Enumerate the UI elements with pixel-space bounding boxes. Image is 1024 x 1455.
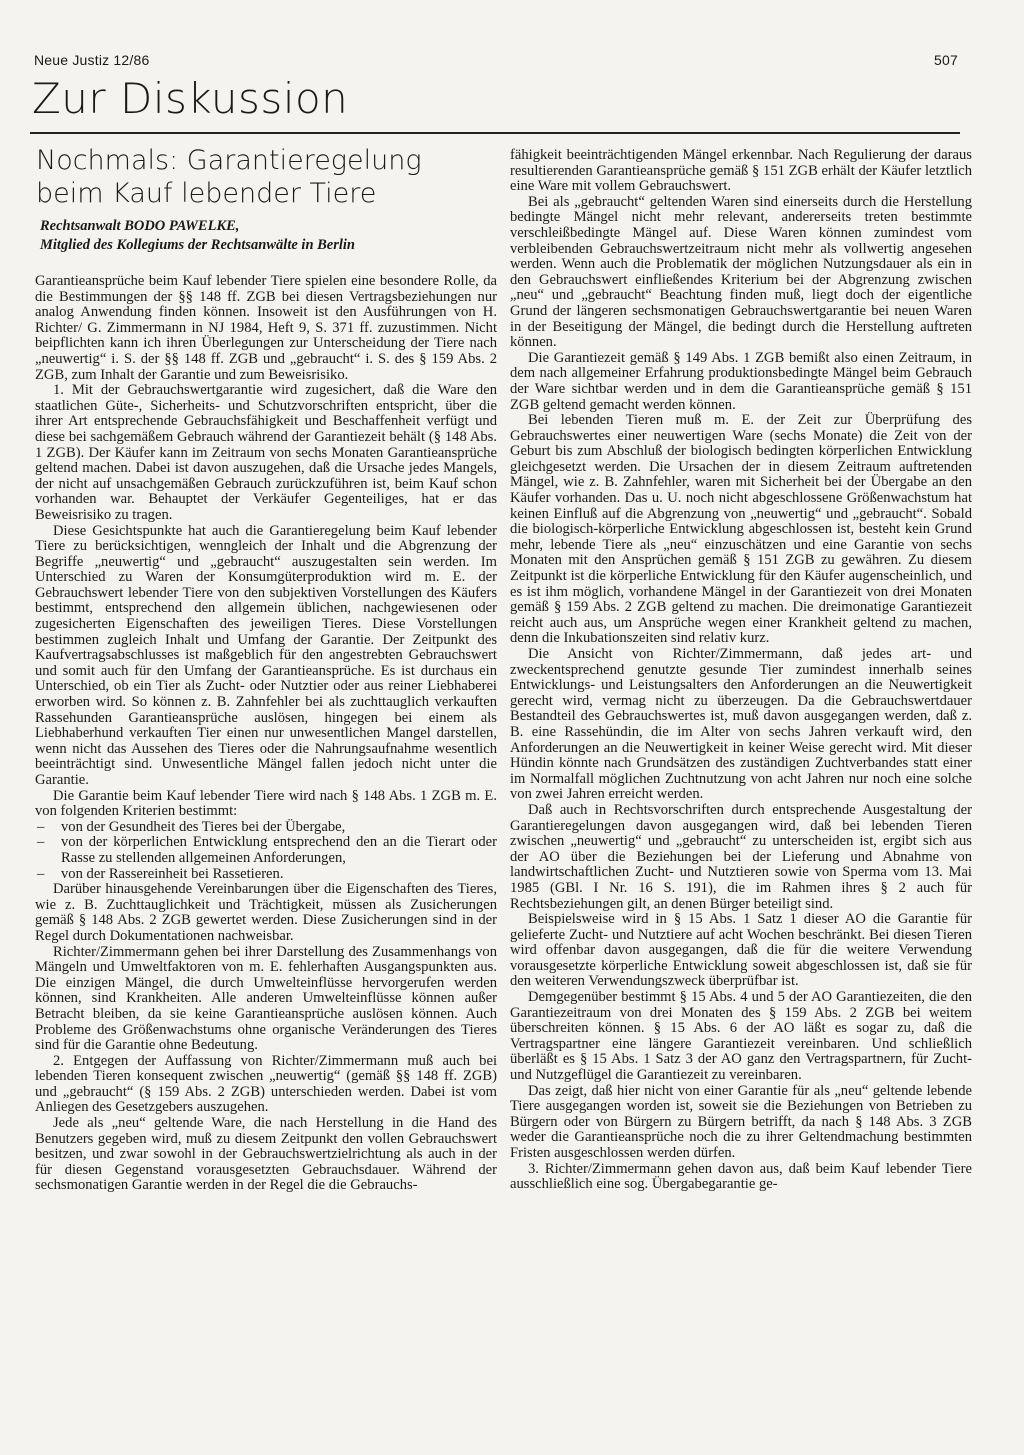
author-byline <box>40 217 500 255</box>
paragraph: 1. Mit der Gebrauchswertgarantie wird zugesichert, daß die Ware den staatlichen Güte-, Sicherheits- und Schutzvorschriften entspricht, über die ihrer Art entsprechende Gebrauchsfähigkeit und Beschaffenheit verfügt und diese bei sachgemäßem Gebrauch während der Garantiezeit behält (§ 148 Abs. 1 ZGB). Der Käufer kann im Zeitraum von sechs Monaten Garantieansprüche geltend machen. Dabei ist davon auszugehen, daß die Ursache jedes Mangels, der nicht auf unsachgemäßen Gebrauch zurückzuführen ist, beim Kauf schon vorhanden war. Behauptet der Verkäufer Gegenteiliges, hat er das Beweisrisiko zu tragen. <box>35 382 497 523</box>
paragraph: Demgegenüber bestimmt § 15 Abs. 4 und 5 der AO Garantiezeiten, die den Garantiezeitraum von drei Monaten des § 159 Abs. 2 ZGB bei weitem überschreiten können. § 15 Abs. 6 der AO läßt es sogar zu, daß die Vertragspartner eine längere Garantiezeit vereinbaren. Und schließlich überläßt es § 15 Abs. 1 Satz 3 der AO ganz den Vertragspartnern, für Zucht- und Nutzgeflügel die Garantiezeit zu vereinbaren. <box>510 989 972 1084</box>
list-item: – von der Rassereinheit bei Rassetieren. <box>35 867 497 883</box>
paragraph: Daß auch in Rechtsvorschriften durch entsprechende Ausgestaltung der Garantieregelungen davon ausgegangen wird, daß bei lebenden Tieren zwischen „neuwertig“ und „gebraucht“ zu unterscheiden ist, ergibt sich aus der AO über die Beziehungen bei der Lieferung und Abnahme von landwirtschaftlichen Zucht- und Nutztieren sowie von Sperma vom 13. Mai 1985 (GBl. I Nr. 16 S. 191), die im Rahmen ihres § 2 auch für Rechtsbeziehungen gilt, an denen Bürger beteiligt sind. <box>510 801 972 912</box>
text-column-left <box>35 274 497 1194</box>
page-number: 507 <box>934 52 958 68</box>
paragraph: Das zeigt, daß hier nicht von einer Garantie für als „neu“ geltende lebende Tiere ausgegangen worden ist, soweit sie die Beziehungen von Betrieben zu Bürgern oder von Bürgern zu Bürgern betrifft, da nach § 148 Abs. 3 ZGB weder die Garantieansprüche noch die zu ihrer Geltendmachung bestimmten Fristen ausgeschlossen werden dürfen. <box>510 1082 972 1161</box>
article-title-line-2: beim Kauf lebender Tiere <box>36 178 377 209</box>
paragraph: Richter/Zimmermann gehen bei ihrer Darstellung des Zusammenhangs von Mängeln und Umweltfaktoren von m. E. fehlerhaften Ausgangspunkten aus. Die einzigen Mängel, die durch Umwelteinflüsse hervorgerufen werden können, sind Krankheiten. Alle anderen Umwelteinflüsse können außer Betracht bleiben, da sie keine Garantieansprüche auslösen können. Auch Probleme des Größenwachstums ohne organische Veränderungen des Tieres sind für die Garantie ohne Bedeutung. <box>35 943 497 1054</box>
paragraph: Jede als „neu“ geltende Ware, die nach Herstellung in die Hand des Benutzers gegeben wird, muß zu diesem Zeitpunkt den vollen Gebrauchswert besitzen, und zwar sowohl in der Gebrauchswertzielrichtung als auch in der für diesen Gegenstand vorausgesetzten Gebrauchsdauer. Während der sechsmonatigen Garantie werden in der Regel die die Gebrauchs- <box>35 1115 497 1194</box>
paragraph: Bei als „gebraucht“ geltenden Waren sind einerseits durch die Herstellung bedingte Mängel nicht mehr relevant, andererseits treten bestimmte verschleißbedingte Mängel auf. Diese Waren können zumindest vom verbleibenden Gebrauchswertzeitraum nicht mehr als vollwertig angesehen werden. Wenn auch die Problematik der möglichen Nutzungsdauer als ein in den Gebrauchswert einfließendes Kriterium bei der Abgrenzung zwischen „neu“ und „gebraucht“ Beachtung finden muß, liegt doch der eigentliche Grund der längeren sechsmonatigen Gebrauchswertgarantie bei neuen Waren in der Beseitigung der Mängel, die bedingt durch die Herstellung auftreten können. <box>510 193 972 351</box>
paragraph: Die Garantiezeit gemäß § 149 Abs. 1 ZGB bemißt also einen Zeitraum, in dem nach allgemeiner Erfahrung produktionsbedingte Mängel beim Gebrauch der Ware sichtbar werden und in dem die Garantieansprüche gemäß § 151 ZGB geltend gemacht werden können. <box>510 349 972 413</box>
paragraph: Die Ansicht von Richter/Zimmermann, daß jedes art- und zweckentsprechend genutzte gesunde Tier zumindest innerhalb seines Entwicklungs- und Leistungsalters den Anforderungen an die Neuwertigkeit gerecht wird, vermag nicht zu überzeugen. Da die Gebrauchswertdauer Bestandteil des Gebrauchswertes ist, muß davon ausgegangen werden, daß z. B. eine Rassehündin, die im Alter von sechs Jahren verkauft wird, den Anforderungen an die Neuwertigkeit in keiner Weise gerecht wird. Mit dieser Hündin könnte nach Grundsätzen des zuständigen Zuchtverbandes statt einer im Normalfall möglichen Zuchtnutzung von acht Jahren nur noch eine solche von zwei Jahren erreicht werden. <box>510 646 972 803</box>
paragraph: Bei lebenden Tieren muß m. E. der Zeit zur Überprüfung des Gebrauchswertes einer neuwertigen Ware (sechs Monate) die Zeit von der Geburt bis zum Abschluß der biologisch bedingten körperlichen Entwicklung gleichgesetzt werden. Die Ursachen der in diesem Zeitraum auftretenden Mängel, wie z. B. Zahnfehler, waren mit Sicherheit bei der Übergabe an den Käufer vorhanden. Das u. U. noch nicht abgeschlossene Größenwachstum hat keinen Einfluß auf die Abgrenzung von „neuwertig“ und „gebraucht“. Sobald die biologisch-körperliche Entwicklung abgeschlossen ist, besteht kein Grund mehr, lebende Tiere als „neu“ einzuschätzen und eine Garantie von sechs Monaten mit den Ansprüchen gemäß § 151 ZGB zu gewähren. Zu diesem Zeitpunkt ist die körperliche Entwicklung für den Käufer augenscheinlich, und es ist ihm möglich, vorhandene Mängel in der Garantiezeit von drei Monaten gemäß § 159 Abs. 2 ZGB geltend zu machen. Die dreimonatige Garantiezeit reicht auch aus, um Ansprüche wegen einer Krankheit geltend zu machen, denn die Inkubationszeiten sind relativ kurz. <box>510 412 972 647</box>
section-title: Zur Diskussion <box>32 74 349 123</box>
text-column-right <box>510 148 972 1193</box>
list-item: – von der Gesundheit des Tieres bei der Übergabe, <box>35 820 497 836</box>
paragraph: fähigkeit beeinträchtigenden Mängel erkennbar. Nach Regulierung der daraus resultierenden Garantieansprüche gemäß § 151 ZGB erhält der Käufer letztlich eine Ware mit vollem Gebrauchswert. <box>510 147 972 195</box>
paragraph: 3. Richter/Zimmermann gehen davon aus, daß beim Kauf lebender Tiere ausschließlich eine sog. Übergabegarantie ge- <box>510 1160 972 1193</box>
paragraph: 2. Entgegen der Auffassung von Richter/Zimmermann muß auch bei lebenden Tieren konsequent zwischen „neuwertig“ (gemäß §§ 148 ff. ZGB) und „gebraucht“ (§ 159 Abs. 2 ZGB) unterschieden werden. Dabei ist vom Anliegen des Gesetzgebers auszugehen. <box>35 1052 497 1116</box>
paragraph: Die Garantie beim Kauf lebender Tiere wird nach § 148 Abs. 1 ZGB m. E. von folgenden Kriterien bestimmt: <box>35 787 497 820</box>
paragraph: Diese Gesichtspunkte hat auch die Garantieregelung beim Kauf lebender Tiere zu berücksichtigen, wenngleich der Inhalt und die Abgrenzung der Begriffe „neuwertig“ und „gebraucht“ auszugestalten sein werden. Im Unterschied zu Waren der Konsumgüterproduktion wird m. E. der Gebrauchswert lebender Tiere von den subjektiven Vorstellungen des Käufers bestimmt, entsprechend den allgemein üblichen, nachgewiesenen oder zugesicherten Eigenschaften des jeweiligen Tieres. Diese Vorstellungen bestimmen zugleich Inhalt und Umfang der Garantie. Der Zeitpunkt des Kaufvertragsabschlusses ist maßgeblich für den angestrebten Gebrauchswert und somit auch für den Umfang der Garantieansprüche. Es ist durchaus ein Unterschied, ob ein Tier als Zucht- oder Nutztier oder aus reiner Liebhaberei erworben wird. So können z. B. Zahnfehler bei als zuchttauglich verkauften Rassehunden Garantieansprüche auslösen, hingegen bei einem als Liebhaberhund verkauften Tier einen nur unwesentlichen Mangel darstellen, wenn nicht das Aussehen des Tieres oder die Nahrungsaufnahme wesentlich beeinträchtigt sind. Unwesentliche Mängel fallen jedoch nicht unter die Garantie. <box>35 522 497 788</box>
author-affiliation: Mitglied des Kollegiums der Rechtsanwälte in Berlin <box>40 237 355 253</box>
paragraph: Beispielsweise wird in § 15 Abs. 1 Satz 1 dieser AO die Garantie für gelieferte Zucht- und Nutztiere auf acht Wochen beschränkt. Bei diesen Tieren wird offenbar davon ausgegangen, daß die für die weitere Verwendung vorausgesetzte körperliche Entwicklung soweit abgeschlossen ist, daß sie für den weiteren Verwendungszweck überprüfbar ist. <box>510 911 972 990</box>
journal-issue: Neue Justiz 12/86 <box>34 52 150 68</box>
author-name: Rechtsanwalt BODO PAWELKE, <box>40 218 240 234</box>
section-rule <box>30 132 960 134</box>
article-title <box>36 144 476 210</box>
running-header <box>34 52 958 68</box>
criteria-list <box>35 820 497 882</box>
article-title-line-1: Nochmals: Garantieregelung <box>36 145 422 176</box>
list-item: – von der körperlichen Entwicklung entsprechend den an die Tierart oder Rasse zu stellenden allgemeinen Anforderungen, <box>35 835 497 866</box>
paragraph: Darüber hinausgehende Vereinbarungen über die Eigenschaften des Tieres, wie z. B. Zuchttauglichkeit und Trächtigkeit, müssen als Zusicherungen gemäß § 148 Abs. 2 ZGB gewertet werden. Diese Zusicherungen sind in der Regel durch Dokumentationen nachweisbar. <box>35 881 497 944</box>
paragraph: Garantieansprüche beim Kauf lebender Tiere spielen eine besondere Rolle, da die Bestimmungen der §§ 148 ff. ZGB bei diesen Vertragsbeziehungen nur analog Anwendung finden können. Insoweit ist den Ausführungen von H. Richter/ G. Zimmermann in NJ 1984, Heft 9, S. 371 ff. zuzustimmen. Nicht beipflichten kann ich ihren Überlegungen zur Unterscheidung der Tiere nach „neuwertig“ i. S. der §§ 148 ff. ZGB und „gebraucht“ i. S. des § 159 Abs. 2 ZGB, zum Inhalt der Garantie und zum Beweisrisiko. <box>35 273 497 383</box>
